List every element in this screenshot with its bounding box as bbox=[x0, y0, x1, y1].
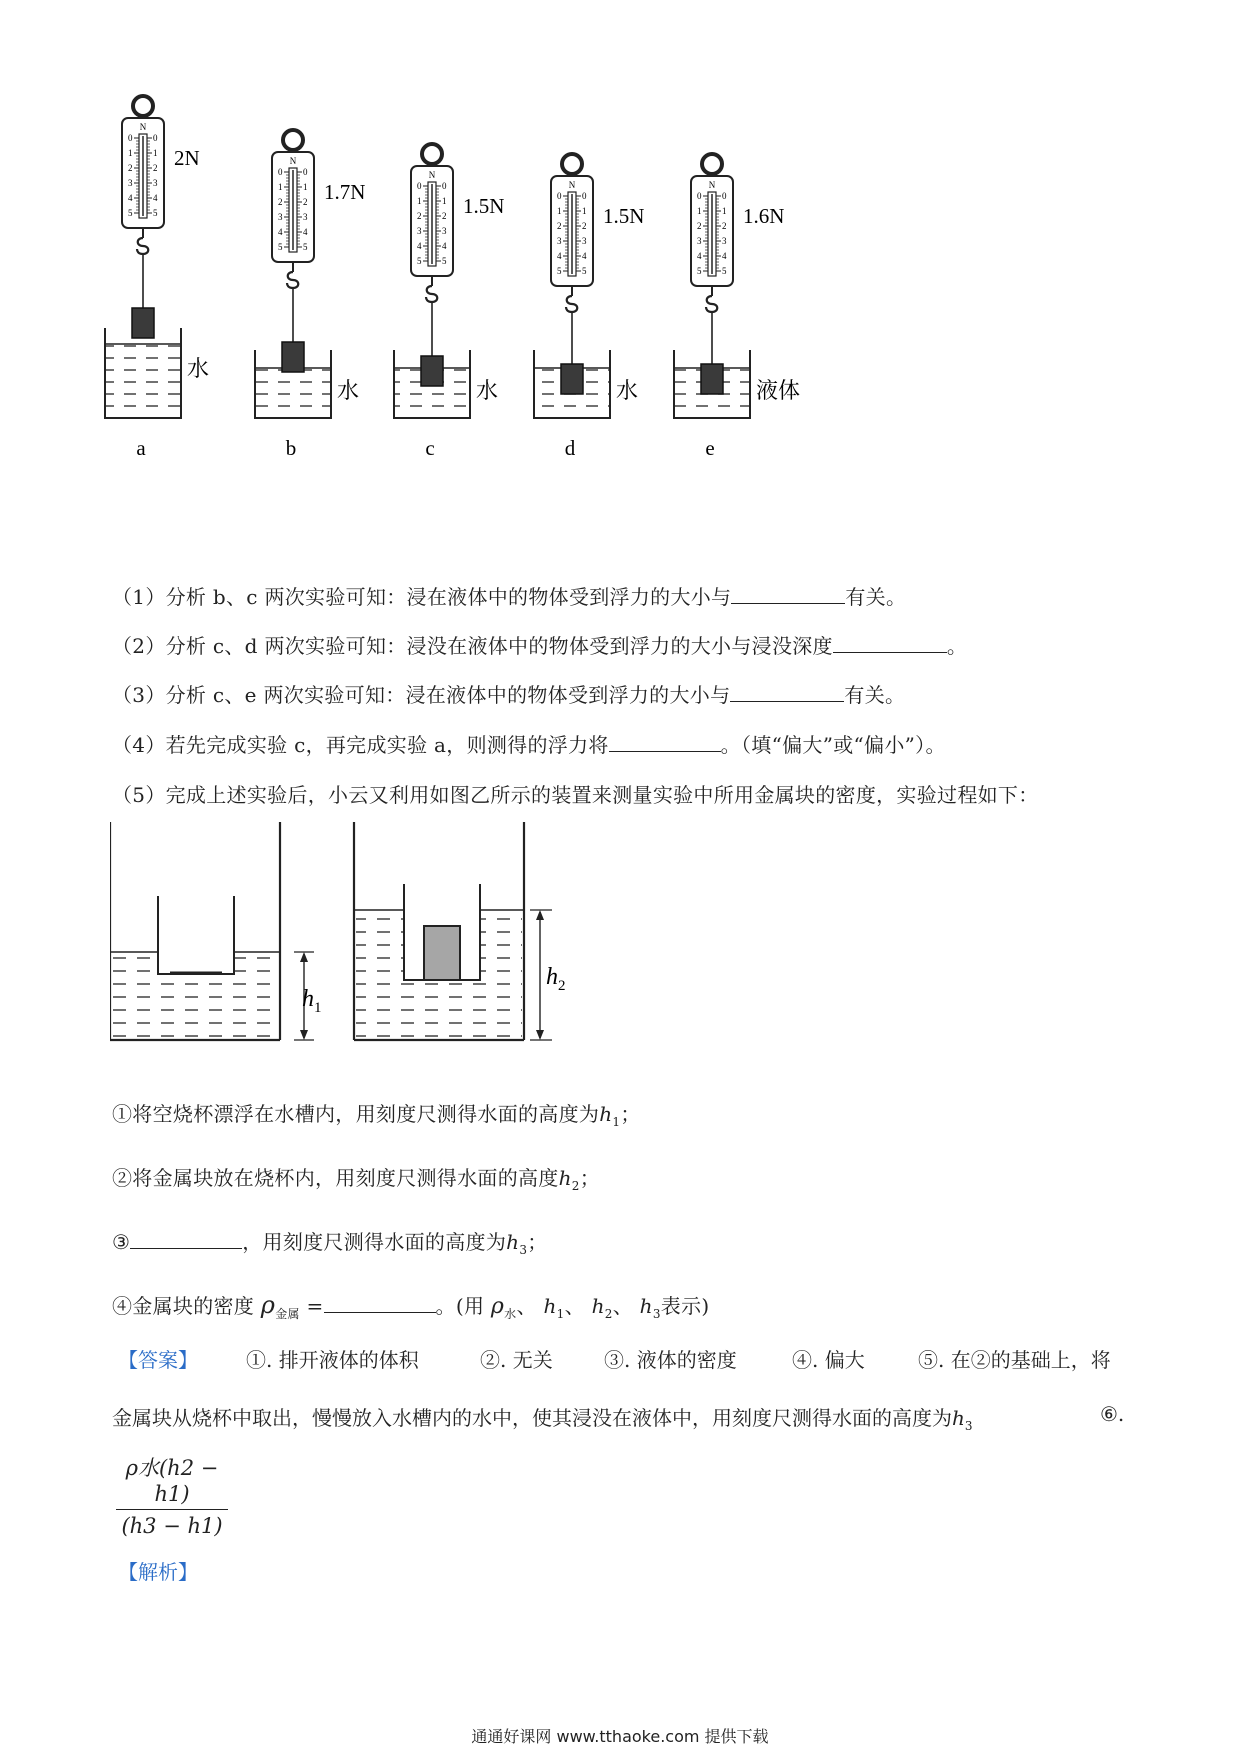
svg-text:4: 4 bbox=[153, 193, 158, 203]
beaker-tank-figure bbox=[110, 822, 650, 1062]
setup-letter: e bbox=[705, 436, 715, 460]
spring-scale-setup-d bbox=[534, 154, 644, 460]
svg-text:4: 4 bbox=[128, 193, 133, 203]
liquid-label: 液体 bbox=[756, 379, 801, 404]
svg-text:3: 3 bbox=[417, 226, 422, 236]
svg-text:5: 5 bbox=[697, 266, 702, 276]
answer-1: ①. 排开液体的体积 bbox=[246, 1348, 419, 1372]
h1-label: $h_1$ bbox=[302, 986, 322, 1016]
metal-block bbox=[424, 926, 460, 980]
svg-text:4: 4 bbox=[278, 227, 283, 237]
spring-scale-setup-a bbox=[105, 96, 209, 460]
svg-text:3: 3 bbox=[582, 236, 587, 246]
answer-5: ⑤. 在②的基础上，将 bbox=[918, 1348, 1111, 1372]
svg-text:5: 5 bbox=[278, 242, 283, 252]
setup-letter: d bbox=[564, 436, 576, 460]
svg-text:4: 4 bbox=[582, 251, 587, 261]
svg-text:2: 2 bbox=[278, 197, 283, 207]
svg-text:1: 1 bbox=[278, 182, 283, 192]
svg-text:0: 0 bbox=[417, 181, 422, 191]
svg-text:5: 5 bbox=[303, 242, 308, 252]
step-4: ④金属块的密度 $\rho_{金属}$ = 。(用 $\rho_水$、 $h_1$、 $h_2$、 $h_3$表示) bbox=[112, 1291, 710, 1321]
density-formula bbox=[116, 1452, 228, 1538]
answer-blank bbox=[609, 731, 721, 752]
step-3: ③ ，用刻度尺测得水面的高度为$h_3$； bbox=[112, 1230, 548, 1257]
svg-text:5: 5 bbox=[153, 208, 158, 218]
question-2: （2）分析 c、d 两次实验可知：浸没在液体中的物体受到浮力的大小与浸没深度 。 bbox=[112, 634, 968, 658]
svg-text:1: 1 bbox=[303, 182, 308, 192]
analysis-tag: 【解析】 bbox=[118, 1560, 198, 1584]
svg-text:4: 4 bbox=[442, 241, 447, 251]
step-1: ①将空烧杯漂浮在水槽内，用刻度尺测得水面的高度为$h_1$； bbox=[112, 1102, 641, 1129]
liquid-label: 水 bbox=[616, 379, 639, 404]
svg-text:4: 4 bbox=[557, 251, 562, 261]
svg-text:3: 3 bbox=[278, 212, 283, 222]
svg-text:4: 4 bbox=[697, 251, 702, 261]
setup-letter: b bbox=[285, 436, 297, 460]
svg-text:1: 1 bbox=[582, 206, 587, 216]
svg-text:0: 0 bbox=[722, 191, 727, 201]
answer-blank bbox=[730, 681, 844, 702]
svg-text:2: 2 bbox=[722, 221, 727, 231]
svg-text:1: 1 bbox=[128, 148, 133, 158]
scale-reading: 1.6N bbox=[743, 204, 785, 228]
svg-text:2: 2 bbox=[303, 197, 308, 207]
answer-blank bbox=[130, 1228, 242, 1249]
svg-text:4: 4 bbox=[417, 241, 422, 251]
step-2: ②将金属块放在烧杯内，用刻度尺测得水面的高度$h_2$； bbox=[112, 1166, 601, 1193]
tank-right bbox=[354, 822, 566, 1040]
spring-scale-setup-b bbox=[255, 130, 365, 460]
svg-text:2: 2 bbox=[417, 211, 422, 221]
svg-text:3: 3 bbox=[722, 236, 727, 246]
answer-blank bbox=[833, 632, 947, 653]
setup-letter: c bbox=[425, 436, 435, 460]
scale-reading: 1.5N bbox=[603, 204, 645, 228]
svg-text:0: 0 bbox=[153, 133, 158, 143]
svg-text:N: N bbox=[139, 122, 147, 132]
liquid-label: 水 bbox=[187, 357, 210, 382]
answer-3: ③. 液体的密度 bbox=[604, 1348, 737, 1372]
svg-text:5: 5 bbox=[442, 256, 447, 266]
svg-text:3: 3 bbox=[442, 226, 447, 236]
svg-text:3: 3 bbox=[128, 178, 133, 188]
svg-text:N: N bbox=[428, 170, 436, 180]
svg-text:1: 1 bbox=[153, 148, 158, 158]
svg-text:0: 0 bbox=[128, 133, 133, 143]
answer-blank bbox=[324, 1292, 436, 1313]
svg-text:0: 0 bbox=[582, 191, 587, 201]
svg-text:3: 3 bbox=[697, 236, 702, 246]
svg-text:2: 2 bbox=[153, 163, 158, 173]
svg-text:5: 5 bbox=[128, 208, 133, 218]
svg-text:5: 5 bbox=[582, 266, 587, 276]
svg-text:1: 1 bbox=[722, 206, 727, 216]
answer-6: ⑥. bbox=[1100, 1402, 1125, 1426]
svg-text:0: 0 bbox=[557, 191, 562, 201]
question-4: （4）若先完成实验 c，再完成实验 a，则测得的浮力将 。（填“偏大”或“偏小”）。 bbox=[112, 733, 946, 757]
svg-text:2: 2 bbox=[697, 221, 702, 231]
formula-denominator: (h3 − h1) bbox=[121, 1514, 223, 1538]
answer-5-continued: 金属块从烧杯中取出，慢慢放入水槽内的水中，使其浸没在液体中，用刻度尺测得水面的高度为$h_3$ bbox=[112, 1406, 973, 1433]
spring-scale-setup-e bbox=[674, 154, 800, 460]
svg-text:1: 1 bbox=[417, 196, 422, 206]
question-1: （1）分析 b、c 两次实验可知：浸在液体中的物体受到浮力的大小与 有关。 bbox=[112, 585, 907, 609]
question-3: （3）分析 c、e 两次实验可知：浸在液体中的物体受到浮力的大小与 有关。 bbox=[112, 683, 906, 707]
setup-letter: a bbox=[136, 436, 146, 460]
svg-text:2: 2 bbox=[128, 163, 133, 173]
formula-numerator: ρ水(h2 − h1) bbox=[116, 1452, 228, 1510]
svg-text:4: 4 bbox=[303, 227, 308, 237]
h2-label: $h_2$ bbox=[546, 964, 566, 994]
scale-reading: 1.7N bbox=[324, 180, 366, 204]
svg-text:2: 2 bbox=[442, 211, 447, 221]
svg-text:0: 0 bbox=[303, 167, 308, 177]
answer-4: ④. 偏大 bbox=[792, 1348, 865, 1372]
svg-text:N: N bbox=[289, 156, 297, 166]
answer-2: ②. 无关 bbox=[480, 1348, 553, 1372]
svg-text:0: 0 bbox=[442, 181, 447, 191]
svg-text:1: 1 bbox=[557, 206, 562, 216]
svg-text:1: 1 bbox=[697, 206, 702, 216]
liquid-label: 水 bbox=[476, 379, 499, 404]
svg-text:0: 0 bbox=[697, 191, 702, 201]
spring-scale-setup-c bbox=[394, 144, 504, 460]
svg-text:3: 3 bbox=[153, 178, 158, 188]
scale-reading: 2N bbox=[174, 146, 200, 170]
svg-text:N: N bbox=[708, 180, 716, 190]
answer-blank bbox=[731, 583, 845, 604]
svg-text:5: 5 bbox=[557, 266, 562, 276]
svg-text:2: 2 bbox=[582, 221, 587, 231]
svg-text:5: 5 bbox=[722, 266, 727, 276]
scale-reading: 1.5N bbox=[463, 194, 505, 218]
liquid-label: 水 bbox=[337, 379, 360, 404]
answer-tag: 【答案】 bbox=[118, 1348, 198, 1372]
tank-left bbox=[110, 822, 322, 1040]
spring-scale-experiment-figure bbox=[100, 88, 920, 528]
svg-text:2: 2 bbox=[557, 221, 562, 231]
svg-text:4: 4 bbox=[722, 251, 727, 261]
svg-text:1: 1 bbox=[442, 196, 447, 206]
svg-text:N: N bbox=[568, 180, 576, 190]
question-5: （5）完成上述实验后，小云又利用如图乙所示的装置来测量实验中所用金属块的密度，实验过程如下： bbox=[112, 783, 1039, 807]
page-footer: 通通好课网 www.tthaoke.com 提供下载 bbox=[471, 1727, 769, 1746]
svg-text:0: 0 bbox=[278, 167, 283, 177]
svg-text:3: 3 bbox=[557, 236, 562, 246]
svg-text:5: 5 bbox=[417, 256, 422, 266]
svg-text:3: 3 bbox=[303, 212, 308, 222]
